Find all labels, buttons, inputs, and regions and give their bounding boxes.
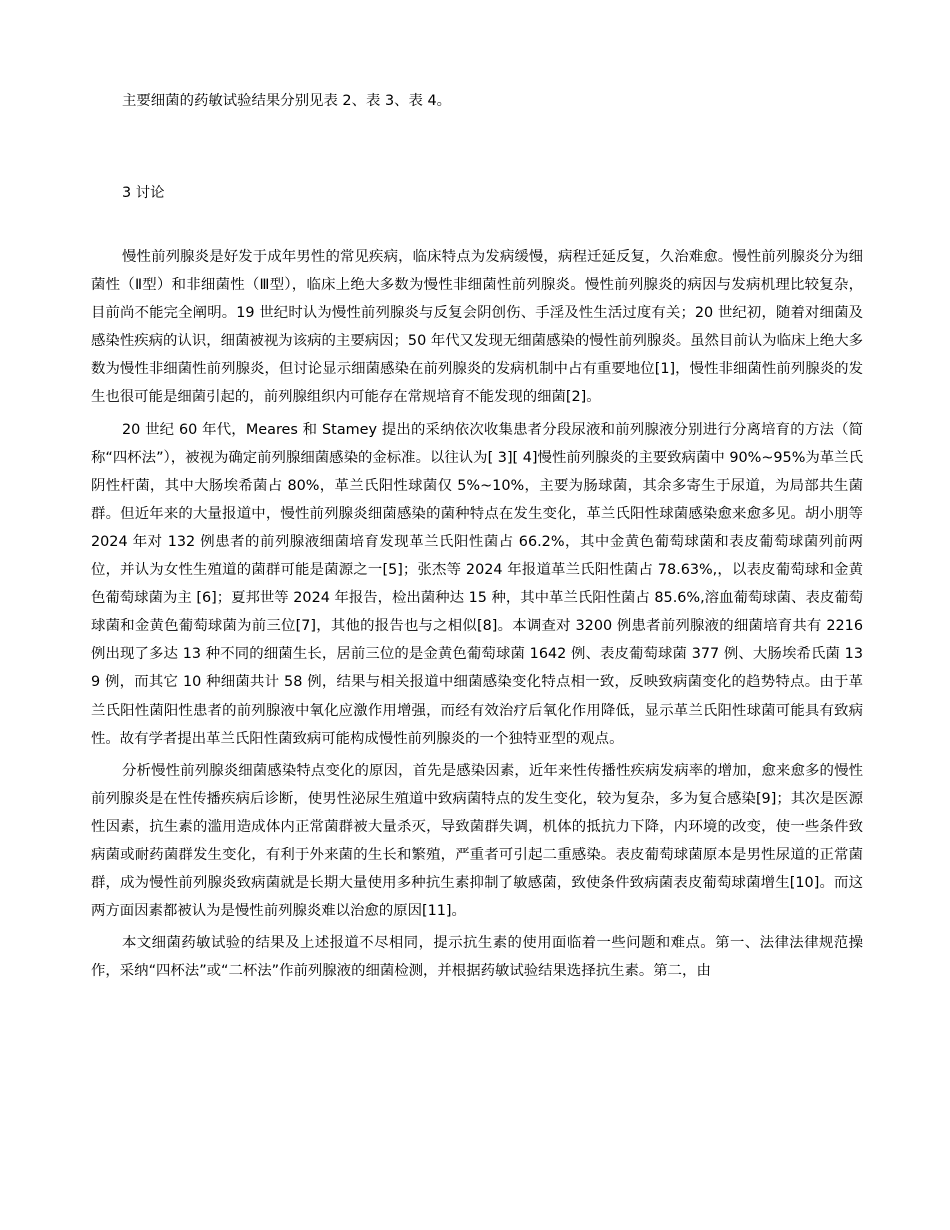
paragraph-4: 本文细菌药敏试验的结果及上述报道不尽相同，提示抗生素的使用面临着一些问题和难点。第一、法律法律规范操作，采纳“四杯法”或“二杯法”作前列腺液的细菌检测，并根据药敏试验结果选择抗生素。第二，由 <box>91 935 863 980</box>
paragraph-3: 分析慢性前列腺炎细菌感染特点变化的原因，首先是感染因素，近年来性传播性疾病发病率的增加，愈来愈多的慢性前列腺炎是在性传播疾病后诊断，使男性泌尿生殖道中致病菌特点的发生变化，较为复杂，多为复合感染[9]；其次是医源性因素，抗生素的滥用造成体内正常菌群被大量杀灭，导致菌群失调，机体的抵抗力下降，内环境的改变，使一些条件致病菌或耐药菌群发生变化，有利于外来菌的生长和繁殖，严重者可引起二重感染。表皮葡萄球菌原本是男性尿道的正常菌群，成为慢性前列腺炎致病菌就是长期大量使用多种抗生素抑制了敏感菌，致使条件致病菌表皮葡萄球菌增生[10]。而这两方面因素都被认为是慢性前列腺炎难以治愈的原因[11]。 <box>91 762 863 920</box>
section-heading: 3 讨论 <box>122 185 165 201</box>
paragraph-1: 慢性前列腺炎是好发于成年男性的常见疾病，临床特点为发病缓慢，病程迁延反复，久治难愈。慢性前列腺炎分为细菌性（Ⅱ型）和非细菌性（Ⅲ型），临床上绝大多数为慢性非细菌性前列腺炎。慢性前列腺炎的病因与发病机理比较复杂，目前尚不能完全阐明。19 世纪时认为慢性前列腺炎与反复会阴创伤、手淫及性生活过度有关；20 世纪初，随着对细菌及感染性疾病的认识，细菌被视为该病的主要病因；50 年代又发现无细菌感染的慢性前列腺炎。虽然目前认为临床上绝大多数为慢性非细菌性前列腺炎，但讨论显示细菌感染在前列腺炎的发病机制中占有重要地位[1]，慢性非细菌性前列腺炎的发生也很可能是细菌引起的，前列腺组织内可能存在常规培育不能发现的细菌[2]。 <box>91 249 863 406</box>
intro-line: 主要细菌的药敏试验结果分别见表 2、表 3、表 4。 <box>122 93 452 109</box>
discussion-body <box>91 243 863 989</box>
paragraph-2: 20 世纪 60 年代，Meares 和 Stamey 提出的采纳依次收集患者分段尿液和前列腺液分别进行分离培育的方法（简称“四杯法”），被视为确定前列腺细菌感染的金标准。以往认为[ 3][ 4]慢性前列腺炎的主要致病菌中 90%~95%为革兰氏阴性杆菌，其中大肠埃希菌占 80%，革兰氏阳性球菌仅 5%~10%，主要为肠球菌，其余多寄生于尿道，为局部共生菌群。但近年来的大量报道中，慢性前列腺炎细菌感染的菌种特点在发生变化，革兰氏阳性球菌感染愈来愈多见。胡小朋等 2024 年对 132 例患者的前列腺液细菌培育发现革兰氏阳性菌占 66.2%，其中金黄色葡萄球菌和表皮葡萄球菌列前两位，并认为女性生殖道的菌群可能是菌源之一[5]；张杰等 2024 年报道革兰氏阳性菌占 78.63%,，以表皮葡萄球和金黄色葡萄球菌为主 [6]；夏邦世等 2024 年报告，检出菌种达 15 种，其中革兰氏阳性菌占 85.6%,溶血葡萄球菌、表皮葡萄球菌和金黄色葡萄球菌为前三位[7]，其他的报告也与之相似[8]。本调查对 3200 例患者前列腺液的细菌培育共有 2216 例出现了多达 13 种不同的细菌生长，居前三位的是金黄色葡萄球菌 1642 例、表皮葡萄球菌 377 例、大肠埃希氏菌 139 例，而其它 10 种细菌共计 58 例，结果与相关报道中细菌感染变化特点相一致，反映致病菌变化的趋势特点。由于革兰氏阳性菌阳性患者的前列腺液中氧化应激作用增强，而经有效治疗后氧化作用降低，显示革兰氏阳性球菌可能具有致病性。故有学者提出革兰氏阳性菌致病可能构成慢性前列腺炎的一个独特亚型的观点。 <box>91 421 863 747</box>
